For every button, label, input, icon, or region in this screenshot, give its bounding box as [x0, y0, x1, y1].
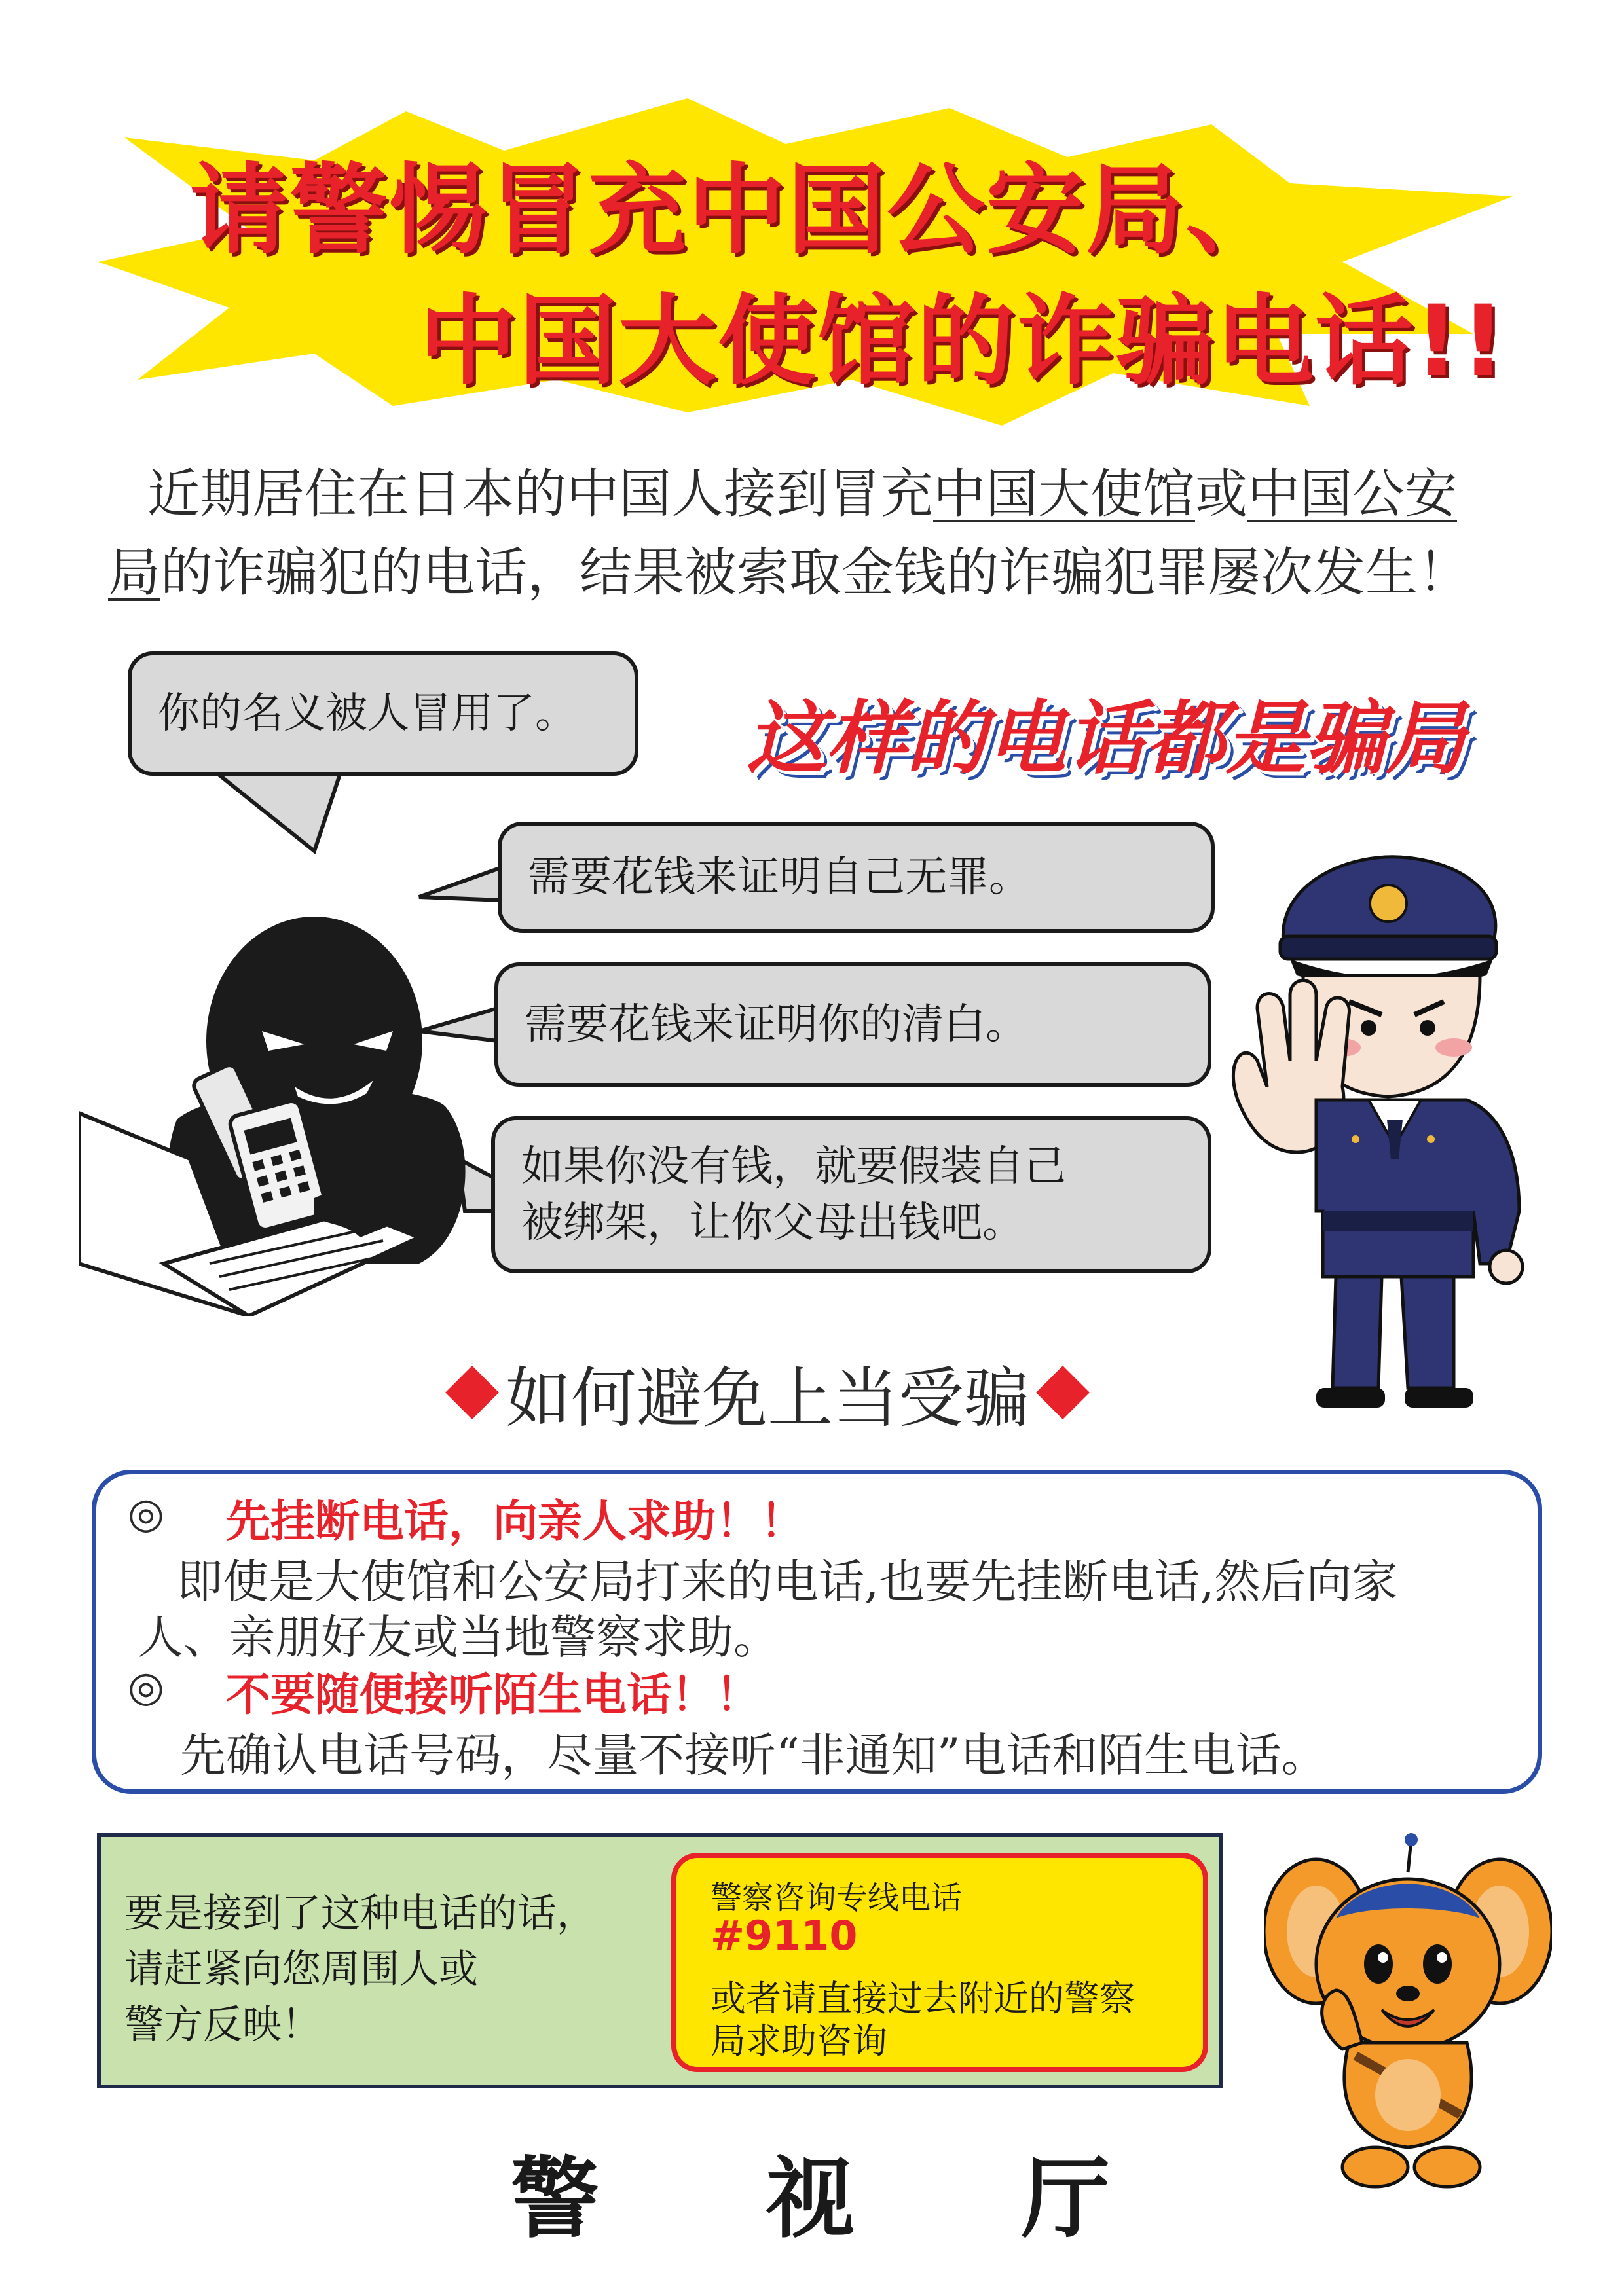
intro-line-2: [108, 530, 1470, 606]
title-line-2: 中国大使馆的诈骗电话!!: [419, 285, 1507, 399]
tip1-heading: 先挂断电话，向亲人求助！！: [226, 1496, 805, 1548]
speech-bubble-prove-clean: [494, 962, 1211, 1087]
intro-underlined-embassy: 中国大使馆: [933, 464, 1195, 524]
footer-char-2: 视: [766, 2147, 855, 2250]
tip1-line-2: 人、亲朋好友或当地警察求助。: [138, 1611, 779, 1664]
tip2-heading: 不要随便接听陌生电话！！: [226, 1669, 761, 1721]
hotline-line-1: 或者请直接过去附近的警察: [710, 1978, 1135, 2019]
bubble-text: 需要花钱来证明你的清白。: [525, 1000, 1027, 1049]
report-line-3: 警方反映！: [124, 2002, 321, 2048]
footer-char-3: 厅: [1022, 2147, 1110, 2250]
report-line-1: 要是接到了这种电话的话，: [124, 1891, 596, 1937]
footer-char-1: 警: [511, 2147, 599, 2250]
diamond-icon: [445, 1366, 499, 1419]
title-line-1: 请警惕冒充中国公安局、: [190, 154, 1285, 268]
police-officer-icon: [1218, 845, 1532, 1414]
report-line-2: 请赶紧向您周围人或: [124, 1946, 478, 1992]
intro-text: 的诈骗犯的电话，结果被索取金钱的诈骗犯罪屡次发生！: [160, 542, 1470, 603]
mascot-pipo-icon: [1264, 1833, 1552, 2200]
speech-bubble-prove-innocent: [498, 822, 1215, 933]
diamond-icon: [1036, 1366, 1090, 1419]
bullet-icon: ◎: [128, 1663, 164, 1711]
intro-text: 近期居住在日本的中国人接到冒充: [147, 464, 933, 524]
intro-underlined-police: 中国公安: [1247, 464, 1457, 524]
intro-line-1: [147, 452, 1457, 527]
fraud-headline: 这样的电话都是骗局: [747, 692, 1466, 785]
bubble-text: 需要花钱来证明自己无罪。: [528, 853, 1031, 902]
hotline-line-2: 局求助咨询: [710, 2020, 887, 2062]
bullet-icon: ◎: [128, 1489, 164, 1538]
bubble-text: 被绑架，让你父母出钱吧。: [521, 1199, 1024, 1247]
bubble-text: 你的名义被人冒用了。: [158, 689, 577, 738]
bubble-text: 如果你没有钱，就要假装自己: [521, 1142, 1066, 1191]
speech-bubble-fake-kidnap: [491, 1116, 1211, 1273]
intro-underlined-bureau: 局: [108, 542, 160, 603]
tip1-line-1: 即使是大使馆和公安局打来的电话,也要先挂断电话,然后向家: [177, 1555, 1398, 1609]
intro-text: 或: [1195, 464, 1247, 524]
avoid-heading-text: 如何避免上当受骗: [506, 1360, 1029, 1436]
hotline-number: #9110: [710, 1912, 858, 1959]
speech-bubble-name-misused: [128, 651, 638, 776]
hotline-label: 警察咨询专线电话: [710, 1880, 963, 1916]
tip2-line-1: 先确认电话号码，尽量不接听“非通知”电话和陌生电话。: [180, 1728, 1327, 1782]
avoid-heading: [439, 1345, 1096, 1440]
scammer-figure-icon: [79, 871, 498, 1316]
